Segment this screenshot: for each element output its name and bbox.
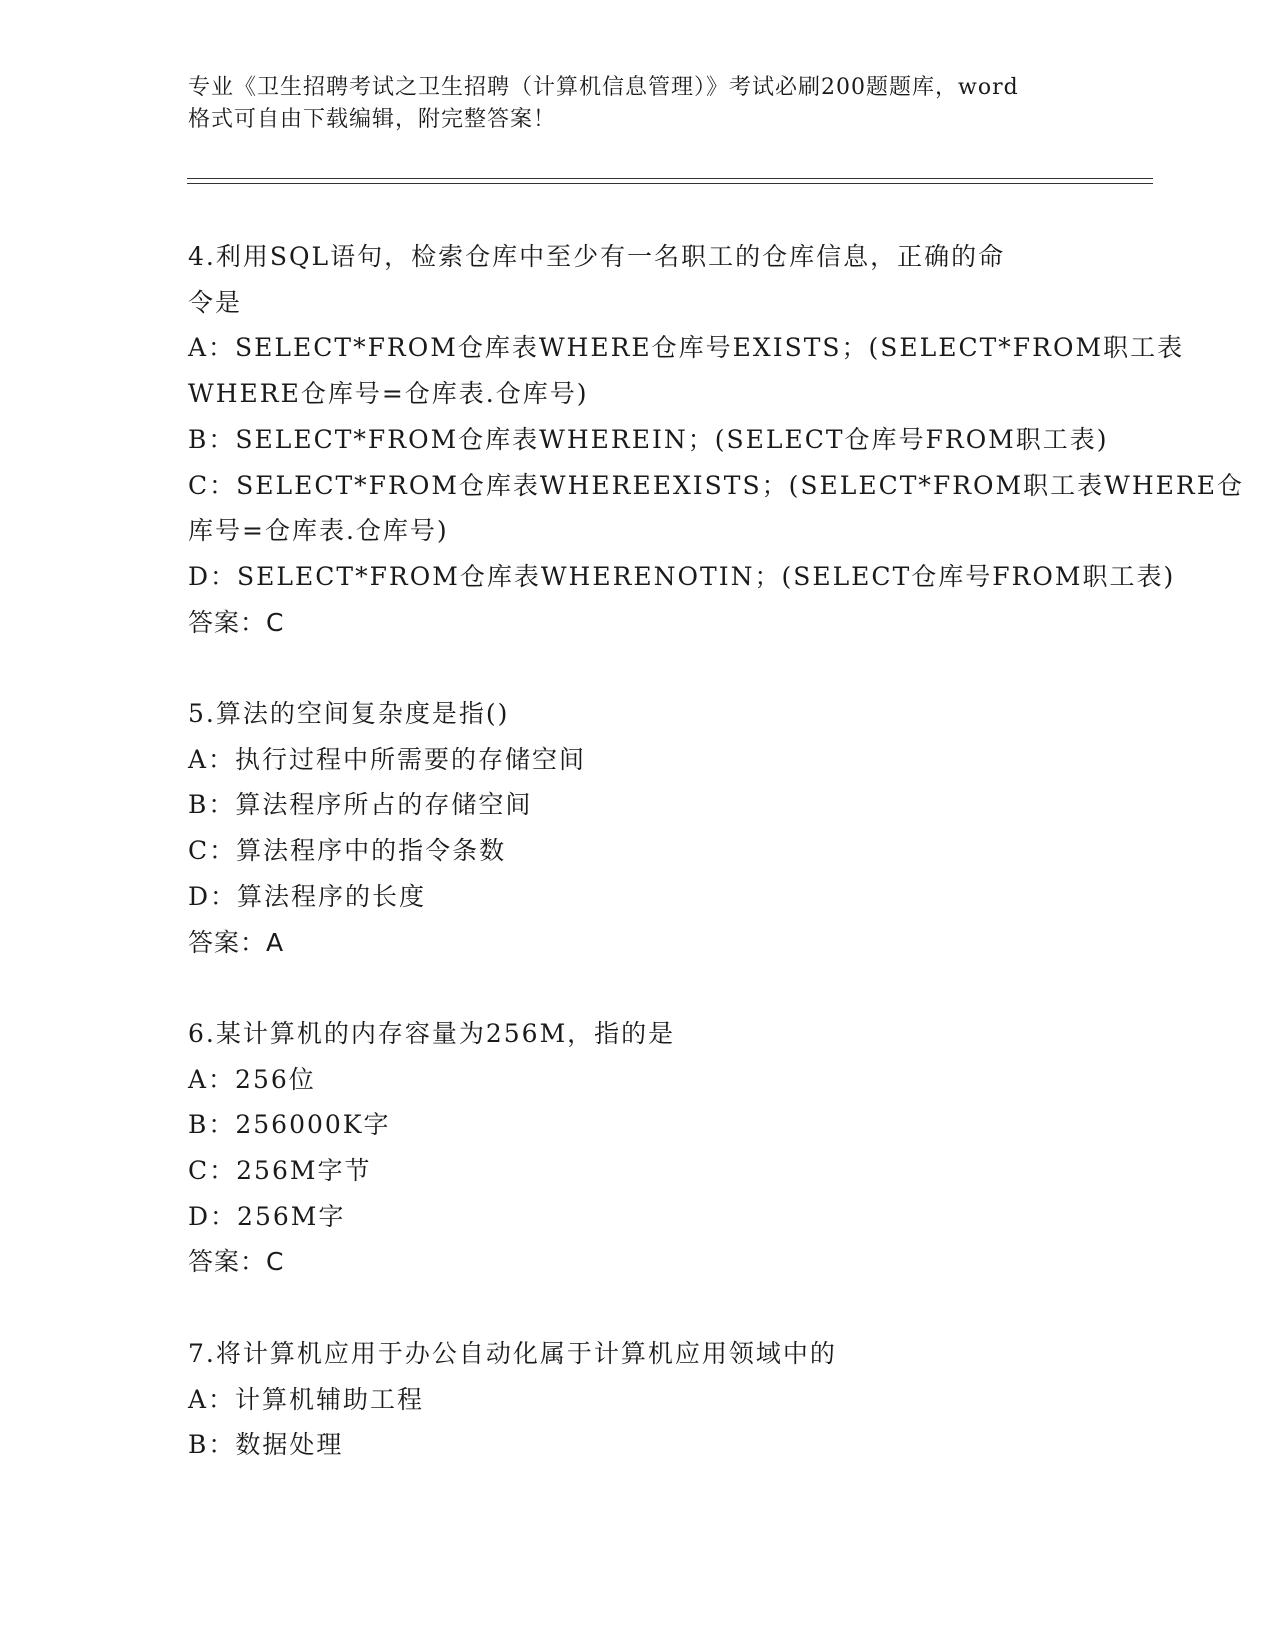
option-line: D：SELECT*FROM仓库表WHERENOTIN；(SELECT仓库号FROM职工表) — [188, 561, 1176, 591]
question-text: 7.将计算机应用于办公自动化属于计算机应用领域中的 — [188, 1338, 837, 1368]
answer-line: 答案：C — [188, 1247, 285, 1277]
question-block — [188, 234, 1244, 645]
question-list — [188, 234, 1244, 1468]
spacer — [188, 1285, 1068, 1331]
option-line: D：256M字 — [188, 1201, 346, 1231]
question-text: 6.某计算机的内存容量为256M，指的是 — [188, 1018, 676, 1048]
question-text: 5.算法的空间复杂度是指() — [188, 699, 510, 729]
document-header — [188, 72, 1088, 136]
option-line: A：SELECT*FROM仓库表WHERE仓库号EXISTS；(SELECT*FROM职工表 — [188, 333, 1185, 363]
header-rule-bottom — [187, 183, 1153, 184]
option-line: D：算法程序的长度 — [188, 881, 427, 911]
answer-line: 答案：C — [188, 607, 285, 637]
option-line: C：算法程序中的指令条数 — [188, 836, 507, 866]
spacer — [188, 965, 1068, 1011]
option-line: A：256位 — [188, 1064, 316, 1094]
question-block — [188, 1011, 1068, 1285]
option-line: A：执行过程中所需要的存储空间 — [188, 744, 587, 774]
question-block — [188, 1331, 1068, 1468]
option-line: WHERE仓库号=仓库表.仓库号) — [188, 379, 589, 409]
answer-line: 答案：A — [188, 927, 285, 957]
spacer — [188, 645, 1068, 691]
header-rule-top — [187, 178, 1153, 179]
option-line: 库号=仓库表.仓库号) — [188, 516, 449, 546]
header-line-2: 格式可自由下载编辑，附完整答案！ — [188, 107, 557, 132]
header-line-1: 专业《卫生招聘考试之卫生招聘（计算机信息管理）》考试必刷200题题库，word — [188, 75, 1019, 100]
option-line: B：算法程序所占的存储空间 — [188, 790, 533, 820]
option-line: B：数据处理 — [188, 1430, 344, 1460]
option-line: C：SELECT*FROM仓库表WHEREEXISTS；(SELECT*FROM职工表WHERE仓 — [188, 470, 1244, 500]
question-text: 4.利用SQL语句，检索仓库中至少有一名职工的仓库信息，正确的命 — [188, 242, 1006, 271]
option-line: A：计算机辅助工程 — [188, 1384, 425, 1414]
option-line: B：256000K字 — [188, 1110, 391, 1140]
option-line: C：256M字节 — [188, 1156, 372, 1186]
question-block — [188, 691, 1068, 965]
question-text: 令是 — [188, 287, 243, 317]
option-line: B：SELECT*FROM仓库表WHEREIN；(SELECT仓库号FROM职工表) — [188, 424, 1109, 454]
